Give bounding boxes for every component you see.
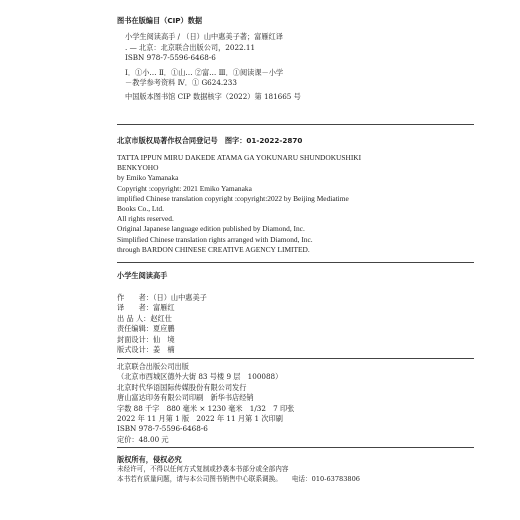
credits-section: [117, 293, 480, 355]
credit-label: 出 品 人：: [117, 313, 151, 323]
credit-label: 责任编辑：: [117, 324, 153, 334]
rights-notice-phone: 电话：010-63783806: [291, 474, 360, 483]
cip-line-classification: Ⅰ．①小… Ⅱ．①山… ②富… Ⅲ．①阅读课－小学: [125, 67, 284, 77]
credit-label: 封面设计：: [117, 334, 153, 344]
cip-heading: 图书在版编目（CIP）数据: [117, 16, 203, 25]
cip-line-classification-cont: －教学参考资料 Ⅳ．① G624.233: [125, 78, 237, 88]
rights-notice-heading: 版权所有，侵权必究: [117, 455, 182, 464]
english-line: Original Japanese language edition published by Diamond, Inc.: [117, 224, 305, 234]
credit-row: [117, 303, 480, 313]
divider: [117, 124, 474, 125]
publish-line: ISBN 978-7-5596-6468-6: [117, 424, 208, 434]
english-line: BENKYOHO: [117, 163, 159, 173]
book-title-section: [117, 271, 480, 281]
price-line: 定价：48.00 元: [117, 434, 169, 444]
publish-line: 唐山富达印务有限公司印刷 新华书店经销: [117, 393, 254, 403]
credit-value: 仙 境: [152, 334, 175, 344]
cip-line-title: 小学生阅读高手 / （日）山中惠美子著；富雁红译: [125, 32, 283, 42]
publish-info-section: [117, 362, 480, 445]
publish-line: 2022 年 11 月第 1 版 2022 年 11 月第 1 次印刷: [117, 414, 283, 424]
english-line: All rights reserved.: [117, 214, 174, 224]
credit-value: 姜 楠: [152, 345, 175, 355]
copyright-registration-text: 北京市版权局著作权合同登记号 图字：01-2022-2870: [117, 136, 303, 145]
english-line: through BARDON CHINESE CREATIVE AGENCY LIMITED.: [117, 244, 310, 254]
cip-section: [117, 16, 480, 103]
publish-line: 字数 88 千字 880 毫米 × 1230 毫米 1/32 7 印张: [117, 403, 295, 413]
rights-notice-section: [117, 455, 480, 484]
credit-row: [117, 314, 480, 324]
credit-label: 译 者：: [117, 303, 153, 313]
credit-value: 夏应鹏: [152, 324, 175, 334]
credit-row: [117, 335, 480, 345]
english-rights-section: [117, 153, 480, 255]
credit-row: [117, 293, 480, 303]
copyright-registration: [117, 136, 480, 146]
rights-notice-line: [117, 475, 480, 484]
publish-line: 北京时代华语国际传媒股份有限公司发行: [117, 382, 247, 392]
divider: [117, 447, 474, 448]
rights-notice-line: 未经许可，不得以任何方式复制或抄袭本书部分或全部内容: [117, 465, 289, 474]
credit-value: 赵红仕: [150, 313, 172, 323]
cip-line-record-number: 中国版本图书馆 CIP 数据核字（2022）第 181665 号: [125, 92, 301, 102]
cip-line-isbn: ISBN 978-7-5596-6468-6: [125, 53, 216, 63]
english-line: Simplified Chinese translation rights arranged with Diamond, Inc.: [117, 234, 313, 244]
credit-label: 版式设计：: [117, 345, 153, 355]
english-line: Copyright :copyright: 2021 Emiko Yamanaka: [117, 183, 252, 193]
english-line: implified Chinese translation copyright :copyright:2022 by Beijing Mediatime: [117, 193, 349, 203]
english-line: by Emiko Yamanaka: [117, 173, 179, 183]
credit-value: 富雁红: [152, 303, 175, 313]
book-title: 小学生阅读高手: [117, 271, 168, 280]
publish-line: 北京联合出版公司出版: [117, 362, 189, 371]
rights-notice-quality: 本书若有质量问题，请与本公司图书销售中心联系调换。: [117, 474, 282, 483]
cip-line-publisher: . — 北京：北京联合出版公司，2022.11: [125, 42, 256, 52]
english-line: TATTA IPPUN MIRU DAKEDE ATAMA GA YOKUNARU SHUNDOKUSHIKI: [117, 153, 362, 162]
credit-row: [117, 324, 480, 334]
publish-line: （北京市西城区德外大街 83 号楼 9 层 100088）: [117, 372, 283, 382]
credit-row: [117, 345, 480, 355]
credit-label: 作 者：: [117, 293, 153, 302]
divider: [117, 262, 474, 263]
divider: [117, 358, 474, 359]
credit-value: （日）山中惠美子: [152, 293, 207, 302]
english-line: Books Co., Ltd.: [117, 204, 165, 214]
